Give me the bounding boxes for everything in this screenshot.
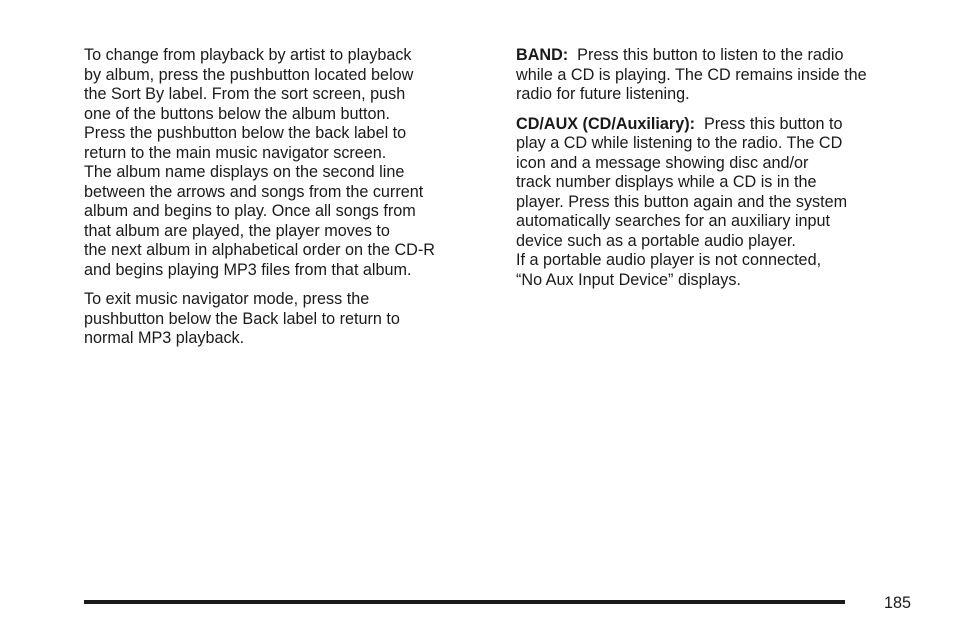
text-line: pushbutton below the Back label to return to [84,309,400,328]
text-line: The album name displays on the second line [84,163,405,181]
cdaux-first-line: Press this button to [703,114,843,133]
page-number: 185 [884,594,912,612]
text-line: play a CD while listening to the radio. The CD [516,134,843,152]
text-line: album and begins to play. Once all songs from [84,202,416,220]
text-line: normal MP3 playback. [84,329,245,347]
band-paragraph [516,46,916,105]
band-term: BAND: [516,46,569,64]
text-line: device such as a portable audio player. [516,231,796,250]
text-line: “No Aux Input Device” displays. [516,270,741,289]
cdaux-paragraph [516,115,916,291]
cdaux-term: CD/AUX (CD/Auxiliary): [516,114,695,133]
right-column [516,46,916,300]
text-line: To change from playback by artist to playback [84,46,412,64]
sort-by-album-paragraph [84,46,484,280]
text-line: that album are played, the player moves to [84,221,390,240]
text-line: Press the pushbutton below the back label to [84,124,407,142]
text-line: If a portable audio player is not connected, [516,251,822,269]
footer-rule [84,600,845,604]
text-line: return to the main music navigator screen. [84,143,387,162]
left-column [84,46,484,359]
text-line [516,46,916,66]
text-line: player. Press this button again and the system [516,192,848,211]
text-line: radio for future listening. [516,85,690,103]
exit-navigator-paragraph [84,290,484,349]
text-line [516,115,916,135]
text-line: To exit music navigator mode, press the [84,290,370,308]
text-line: track number displays while a CD is in the [516,173,817,191]
text-line: while a CD is playing. The CD remains inside the [516,65,867,84]
text-line: between the arrows and songs from the current [84,182,424,201]
text-line: automatically searches for an auxiliary input [516,212,831,230]
text-line: by album, press the pushbutton located below [84,65,414,84]
band-first-line: Press this button to listen to the radio [577,46,844,64]
text-line: icon and a message showing disc and/or [516,153,809,172]
text-line: one of the buttons below the album button. [84,104,390,123]
text-line: the Sort By label. From the sort screen, push [84,85,406,103]
text-line: the next album in alphabetical order on the CD-R [84,241,435,259]
text-line: and begins playing MP3 files from that album. [84,260,412,279]
